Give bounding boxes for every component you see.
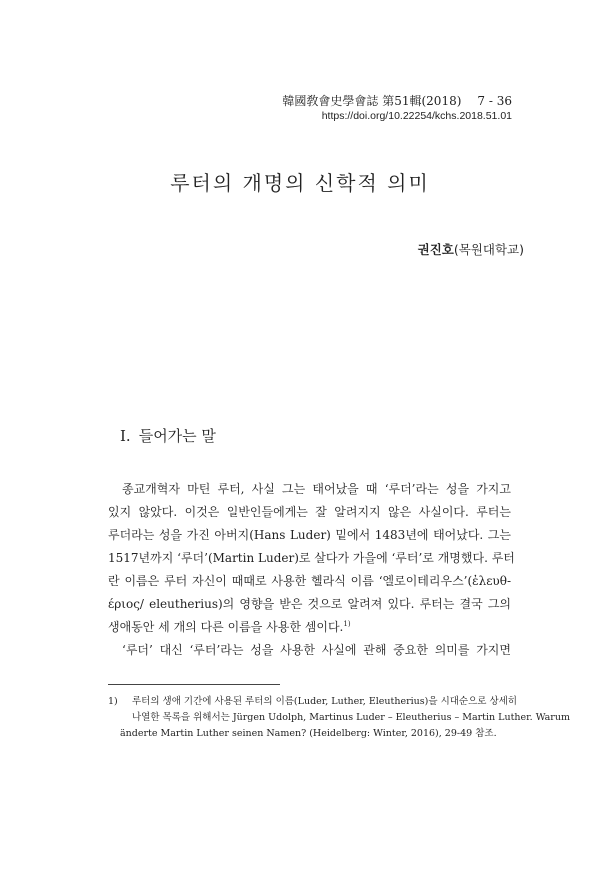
body-line: έριος/ eleutherius)의 영향을 받은 것으로 알려져 있다. 루터는 결국 그의 <box>108 597 511 611</box>
page-range: 7 - 36 <box>477 94 512 108</box>
body-line: 1517년까지 ‘루더’(Martin Luder)로 살다가 가을에 ‘루터’로 개명했다. 루터 <box>108 551 515 565</box>
footnote-line: 나열한 목록을 위해서는 Jürgen Udolph, Martinus Luder – Eleutherius – Martin Luther. Warum <box>132 712 570 723</box>
footnote-number: 1) <box>108 696 118 707</box>
author-affiliation: (목원대학교) <box>453 242 524 257</box>
section-heading <box>120 425 216 446</box>
footnote-line: änderte Martin Luther seinen Namen? (Heidelberg: Winter, 2016), 29-49 참조. <box>120 728 497 739</box>
body-line: 있지 않았다. 이것은 일반인들에게는 잘 알려지지 않은 사실이다. 루터는 <box>108 505 511 519</box>
body-line-text: 생애동안 세 개의 다른 이름을 사용한 셈이다. <box>108 620 344 634</box>
doi-link[interactable]: https://doi.org/10.22254/kchs.2018.51.01 <box>321 110 512 122</box>
body-line: 종교개혁자 마틴 루터, 사실 그는 태어났을 때 ‘루더’라는 성을 가지고 <box>122 482 511 496</box>
footnote-reference[interactable]: 1) <box>343 620 351 628</box>
body-line: ‘루더’ 대신 ‘루터’라는 성을 사용한 사실에 관해 중요한 의미를 가지면 <box>122 643 511 657</box>
footnote-divider <box>108 684 280 685</box>
journal-name: 韓國敎會史學會誌 第51輯(2018) <box>282 94 462 108</box>
footnote-line: 루터의 생애 기간에 사용된 루터의 이름(Luder, Luther, Eleutherius)을 시대순으로 상세히 <box>132 696 518 707</box>
body-line <box>108 618 511 636</box>
body-line: 란 이름은 루터 자신이 때때로 사용한 헬라식 이름 ‘엘로이테리우스’(ἐλευθ- <box>108 574 511 588</box>
section-title: 들어가는 말 <box>138 427 216 445</box>
body-line: 루더라는 성을 가진 아버지(Hans Luder) 밑에서 1483년에 태어났다. 그는 <box>108 528 511 542</box>
author-name: 권진호 <box>417 242 454 257</box>
section-number: I. <box>120 427 131 445</box>
paper-title: 루터의 개명의 신학적 의미 <box>170 171 430 195</box>
journal-header <box>282 92 512 109</box>
author <box>418 240 524 258</box>
